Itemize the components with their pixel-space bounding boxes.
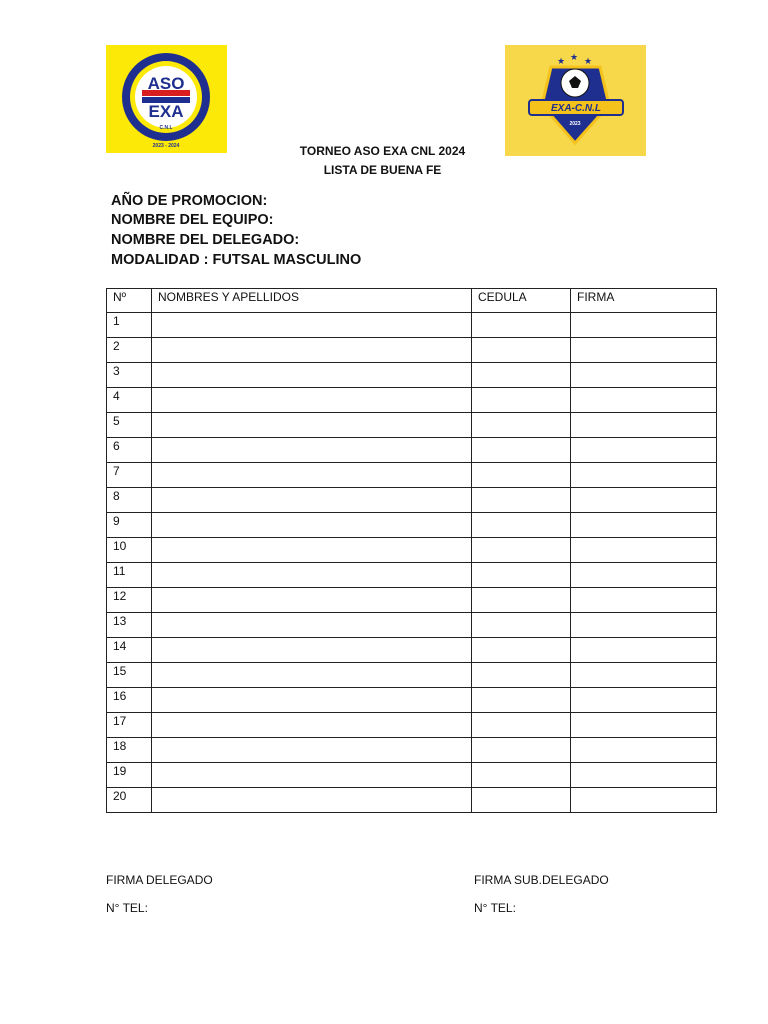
name-cell[interactable] <box>152 563 472 588</box>
firma-cell[interactable] <box>571 638 717 663</box>
table-row <box>107 513 717 538</box>
field-nombre-equipo: NOMBRE DEL EQUIPO: <box>111 212 274 228</box>
name-cell[interactable] <box>152 513 472 538</box>
crest-banner-text: EXA-C.N.L <box>551 103 601 114</box>
table-row <box>107 788 717 813</box>
tel-subdelegado-label: N° TEL: <box>474 901 516 915</box>
cedula-cell[interactable] <box>472 588 571 613</box>
row-number: 19 <box>107 763 152 788</box>
row-number: 20 <box>107 788 152 813</box>
cedula-cell[interactable] <box>472 713 571 738</box>
firma-cell[interactable] <box>571 513 717 538</box>
name-cell[interactable] <box>152 363 472 388</box>
row-number: 11 <box>107 563 152 588</box>
table-row <box>107 638 717 663</box>
row-number: 5 <box>107 413 152 438</box>
row-number: 10 <box>107 538 152 563</box>
cedula-cell[interactable] <box>472 663 571 688</box>
cedula-cell[interactable] <box>472 438 571 463</box>
table-row <box>107 563 717 588</box>
column-header-number: Nº <box>107 289 152 313</box>
column-header-names: NOMBRES Y APELLIDOS <box>152 289 472 313</box>
cedula-cell[interactable] <box>472 638 571 663</box>
name-cell[interactable] <box>152 613 472 638</box>
name-cell[interactable] <box>152 738 472 763</box>
row-number: 3 <box>107 363 152 388</box>
table-row <box>107 388 717 413</box>
firma-cell[interactable] <box>571 313 717 338</box>
column-header-cedula: CEDULA <box>472 289 571 313</box>
firma-cell[interactable] <box>571 388 717 413</box>
firma-cell[interactable] <box>571 763 717 788</box>
star-icon: ★ <box>584 56 593 66</box>
field-ano-promocion: AÑO DE PROMOCION: <box>111 193 268 209</box>
firma-cell[interactable] <box>571 463 717 488</box>
table-row <box>107 713 717 738</box>
table-row <box>107 488 717 513</box>
row-number: 14 <box>107 638 152 663</box>
cedula-cell[interactable] <box>472 513 571 538</box>
cedula-cell[interactable] <box>472 613 571 638</box>
cedula-cell[interactable] <box>472 413 571 438</box>
cedula-cell[interactable] <box>472 688 571 713</box>
table-row <box>107 738 717 763</box>
cedula-cell[interactable] <box>472 463 571 488</box>
table-row <box>107 763 717 788</box>
cedula-cell[interactable] <box>472 538 571 563</box>
table-row <box>107 663 717 688</box>
row-number: 2 <box>107 338 152 363</box>
star-icon: ★ <box>570 52 579 62</box>
row-number: 1 <box>107 313 152 338</box>
table-row <box>107 313 717 338</box>
logo-aso-text: ASO <box>147 74 185 93</box>
name-cell[interactable] <box>152 463 472 488</box>
table-row <box>107 688 717 713</box>
cedula-cell[interactable] <box>472 488 571 513</box>
row-number: 7 <box>107 463 152 488</box>
logo-cnl-text: C.N.L <box>159 125 173 131</box>
row-number: 12 <box>107 588 152 613</box>
table-row <box>107 613 717 638</box>
name-cell[interactable] <box>152 588 472 613</box>
star-icon: ★ <box>557 56 566 66</box>
table-row <box>107 438 717 463</box>
firma-cell[interactable] <box>571 613 717 638</box>
firma-cell[interactable] <box>571 663 717 688</box>
table-row <box>107 338 717 363</box>
row-number: 15 <box>107 663 152 688</box>
name-cell[interactable] <box>152 688 472 713</box>
cedula-cell[interactable] <box>472 788 571 813</box>
table-row <box>107 413 717 438</box>
firma-cell[interactable] <box>571 563 717 588</box>
document-subtitle: LISTA DE BUENA FE <box>323 163 442 177</box>
firma-subdelegado-label: FIRMA SUB.DELEGADO <box>474 873 609 887</box>
row-number: 4 <box>107 388 152 413</box>
tel-delegado-label: N° TEL: <box>106 901 148 915</box>
name-cell[interactable] <box>152 438 472 463</box>
firma-cell[interactable] <box>571 713 717 738</box>
firma-cell[interactable] <box>571 413 717 438</box>
name-cell[interactable] <box>152 313 472 338</box>
row-number: 18 <box>107 738 152 763</box>
row-number: 16 <box>107 688 152 713</box>
cedula-cell[interactable] <box>472 388 571 413</box>
firma-cell[interactable] <box>571 488 717 513</box>
firma-cell[interactable] <box>571 538 717 563</box>
logo-exa-text: EXA <box>148 102 184 121</box>
table-header-row <box>107 289 717 313</box>
row-number: 9 <box>107 513 152 538</box>
name-cell[interactable] <box>152 488 472 513</box>
row-number: 13 <box>107 613 152 638</box>
name-cell[interactable] <box>152 338 472 363</box>
exa-cnl-crest-logo <box>505 45 646 156</box>
name-cell[interactable] <box>152 663 472 688</box>
cedula-cell[interactable] <box>472 313 571 338</box>
row-number: 8 <box>107 488 152 513</box>
row-number: 6 <box>107 438 152 463</box>
table-row <box>107 538 717 563</box>
firma-cell[interactable] <box>571 438 717 463</box>
name-cell[interactable] <box>152 413 472 438</box>
logo-years-text: 2023 - 2024 <box>152 143 180 149</box>
cedula-cell[interactable] <box>472 338 571 363</box>
firma-cell[interactable] <box>571 738 717 763</box>
firma-delegado-label: FIRMA DELEGADO <box>106 873 213 887</box>
name-cell[interactable] <box>152 713 472 738</box>
name-cell[interactable] <box>152 788 472 813</box>
roster-table <box>106 288 717 813</box>
firma-cell[interactable] <box>571 688 717 713</box>
firma-cell[interactable] <box>571 788 717 813</box>
column-header-firma: FIRMA <box>571 289 717 313</box>
aso-exa-logo <box>106 45 227 153</box>
firma-cell[interactable] <box>571 588 717 613</box>
table-row <box>107 588 717 613</box>
cedula-cell[interactable] <box>472 363 571 388</box>
firma-cell[interactable] <box>571 363 717 388</box>
cedula-cell[interactable] <box>472 563 571 588</box>
crest-year-text: 2023 <box>569 121 581 127</box>
table-row <box>107 463 717 488</box>
table-row <box>107 363 717 388</box>
row-number: 17 <box>107 713 152 738</box>
cedula-cell[interactable] <box>472 738 571 763</box>
name-cell[interactable] <box>152 638 472 663</box>
firma-cell[interactable] <box>571 338 717 363</box>
field-nombre-delegado: NOMBRE DEL DELEGADO: <box>111 232 300 248</box>
name-cell[interactable] <box>152 763 472 788</box>
name-cell[interactable] <box>152 538 472 563</box>
field-modalidad: MODALIDAD : FUTSAL MASCULINO <box>111 252 362 268</box>
name-cell[interactable] <box>152 388 472 413</box>
cedula-cell[interactable] <box>472 763 571 788</box>
document-title: TORNEO ASO EXA CNL 2024 <box>299 144 466 158</box>
